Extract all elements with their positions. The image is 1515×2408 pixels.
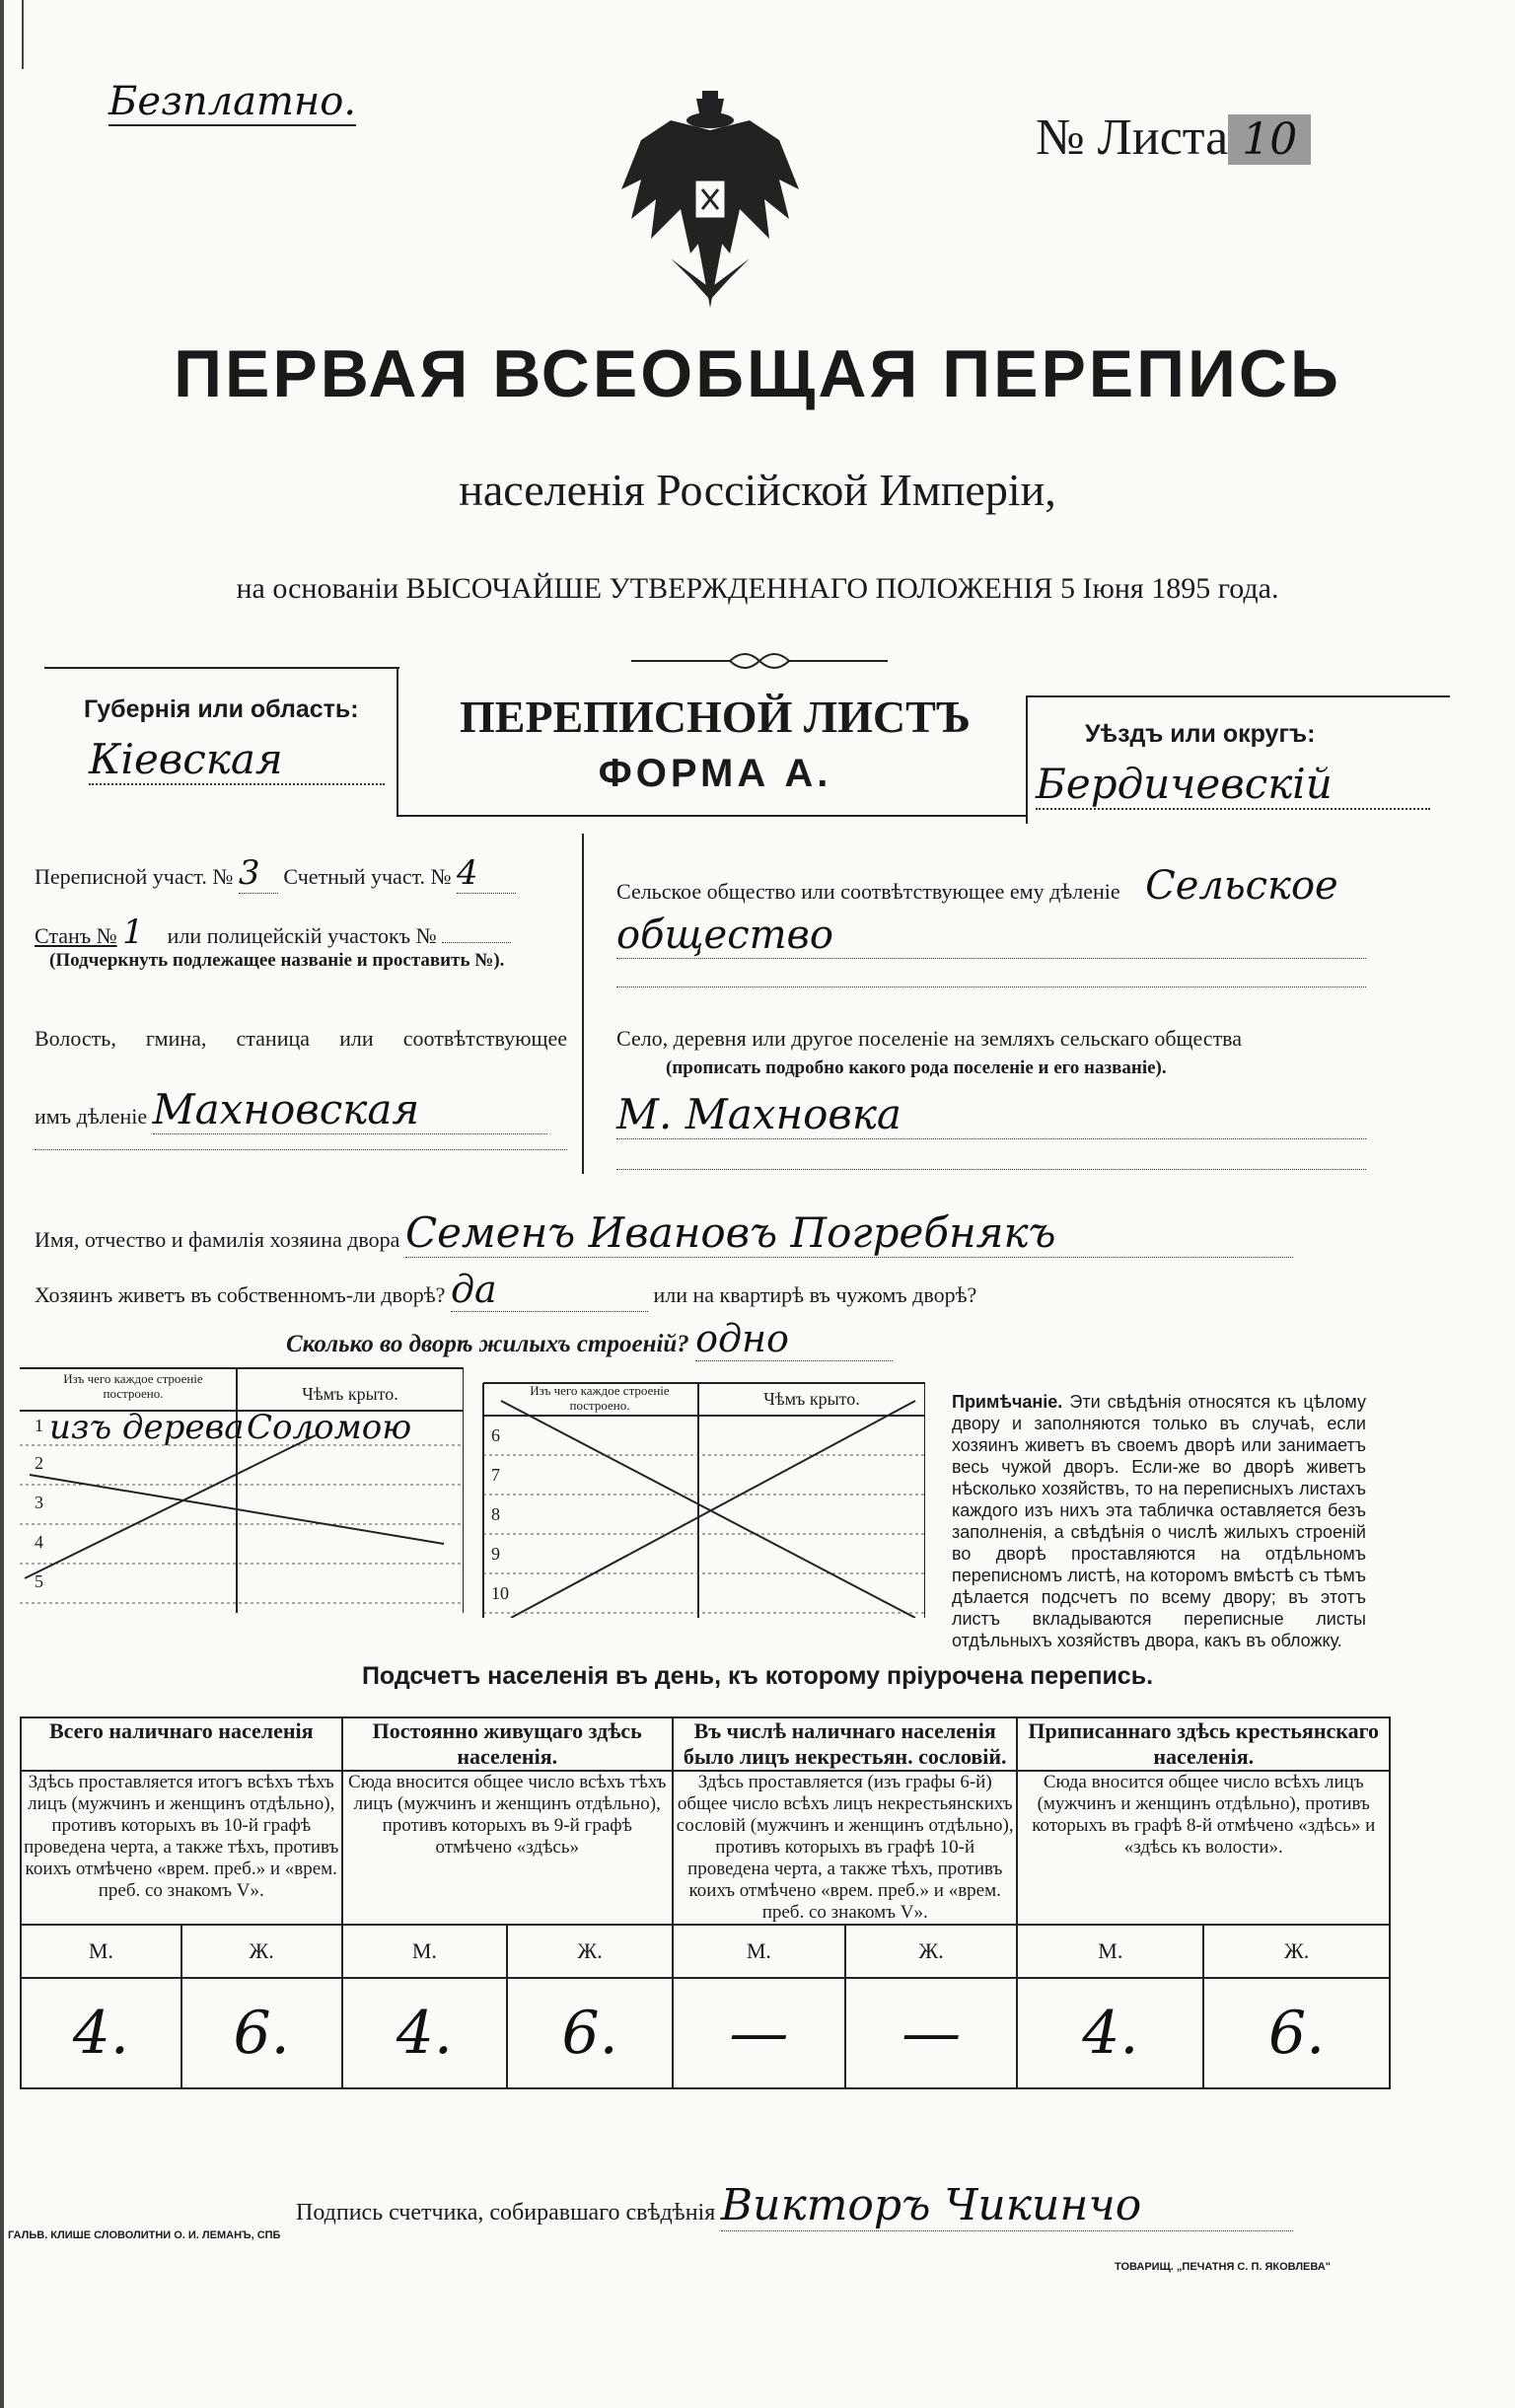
printer-right: ТОВАРИЩ. „ПЕЧАТНЯ С. П. ЯКОВЛЕВА" [1115, 2261, 1331, 2273]
frame-left [397, 667, 398, 815]
village-label: Село, деревня или другое поселеніе на земляхъ сельскаго общества [616, 1026, 1243, 1051]
census-section-value: 3 [239, 853, 278, 894]
col1-male-head: М. [21, 1925, 181, 1978]
buildings-table-right [481, 1381, 925, 1618]
society-label: Сельское общество или соотвѣтствующее ему дѣленіе [616, 879, 1120, 904]
left-col-roof-head: Чѣмъ крыто. [302, 1384, 398, 1404]
col3-desc: Здѣсь проставляется (изъ графы 6-й) общее число всѣхъ лицъ некрестьянскихъ сословій (мужчинъ и женщинъ отдѣльно), противъ которыхъ въ графѣ 10-й проведена черта, а также тѣхъ, противъ коихъ отмѣчено «врем. преб.» и «врем. преб. со знакомъ V». [673, 1771, 1018, 1925]
population-title: Подсчетъ населенія въ день, къ которому пріурочена перепись. [361, 1662, 1154, 1690]
col1-desc: Здѣсь проставляется итогъ всѣхъ тѣхъ лицъ (мужчинъ и женщинъ отдѣльно), противъ которыхъ въ 10-й графѣ проведена черта, а также тѣхъ, противъ коихъ отмѣчено «врем. преб.» и «врем. преб. со знакомъ V». [21, 1771, 342, 1925]
society-row [616, 863, 1366, 909]
stan-row [35, 912, 567, 952]
frame-right [1026, 695, 1028, 824]
village-value: М. Махновка [616, 1090, 1366, 1139]
buildings-value: одно [695, 1317, 893, 1361]
stan-value: 1 [122, 912, 144, 952]
form-name: ПЕРЕПИСНОЙ ЛИСТЪ [459, 692, 972, 742]
col2-female-head: Ж. [507, 1925, 673, 1978]
row-num-10: 10 [491, 1583, 509, 1603]
col4-female-head: Ж. [1203, 1925, 1390, 1978]
row-num-6: 6 [491, 1425, 500, 1445]
village-extra-line [616, 1169, 1366, 1170]
col3-head: Въ числѣ наличнаго населенія было лицъ некрестьян. сословій. [673, 1717, 1018, 1771]
col2-male-head: М. [342, 1925, 508, 1978]
binding-edge-2 [22, 0, 24, 69]
count-section-value: 4 [457, 853, 516, 894]
owner-name-label: Имя, отчество и фамилія хозяина двора [35, 1227, 400, 1252]
double-headed-eagle-icon [612, 81, 809, 318]
note-block [952, 1391, 1366, 1651]
gubernia-label: Губернія или область: [84, 695, 359, 723]
count-section-label: Счетный участ. № [283, 864, 452, 889]
volost-label-1: Волость, гмина, станица или соотвѣтствующее [35, 1026, 567, 1051]
uezd-label: Уѣздъ или округъ: [1085, 720, 1316, 748]
sheet-value: 10 [1228, 114, 1311, 165]
gubernia-value: Кіевская [89, 735, 385, 785]
note-title: Примѣчаніе. [952, 1392, 1063, 1412]
census-section-row [35, 853, 567, 894]
society-extra-line [616, 986, 1366, 987]
signature-label: Подпись счетчика, собиравшаго свѣдѣнія [296, 2200, 716, 2226]
row-num-8: 8 [491, 1504, 500, 1524]
own-yard-value: да [451, 1268, 648, 1312]
form-type: ФОРМА А. [598, 752, 832, 795]
col1-female-head: Ж. [181, 1925, 342, 1978]
owner-name-row [35, 1208, 1376, 1258]
col4-head: Приписаннаго здѣсь крестьянскаго населенія. [1017, 1717, 1390, 1771]
own-yard-label: Хозяинъ живетъ въ собственномъ-ли дворѣ? [35, 1282, 446, 1307]
village-note: (прописать подробно какого рода поселеніе и его названіе). [666, 1058, 1167, 1078]
volost-extra-line [35, 1149, 567, 1150]
main-title: ПЕРВАЯ ВСЕОБЩАЯ ПЕРЕПИСЬ [174, 336, 1341, 411]
frame-bottom [397, 815, 1028, 817]
right-col-material-head: Изъ чего каждое строеніе построено. [530, 1383, 670, 1413]
col4-male-head: М. [1017, 1925, 1203, 1978]
signature-value: Викторъ Чикинчо [721, 2180, 1293, 2231]
column-divider [582, 834, 584, 1174]
col3-male-value: — [673, 1978, 845, 2088]
col1-female-value: 6. [181, 1978, 342, 2088]
society-value-1: Сельское [1145, 863, 1338, 909]
police-value-line [442, 942, 511, 943]
col2-male-value: 4. [342, 1978, 508, 2088]
signature-row [296, 2180, 1381, 2231]
row1-roof: Соломою [247, 1408, 412, 1447]
note-text: Эти свѣдѣнія относятся къ цѣлому двору и заполняются только въ случаѣ, если хозяинъ живетъ въ своемъ дворѣ или занимаетъ весь чужой дворъ. Если-же во дворѣ живетъ нѣсколько хозяйствъ, то на переписныхъ листахъ каждого изъ нихъ эта табличка оставляется безъ заполненія, а свѣдѣнія о числѣ жилыхъ строеній во дворѣ проставляются на отдѣльномъ переписномъ листѣ, на которомъ вмѣстѣ съ тѣмъ дѣлается подсчетъ по всему двору; въ этотъ листъ вкладываются переписные листы отдѣльныхъ хозяйствъ двора, какъ въ обложку. [952, 1392, 1366, 1650]
row-num-4: 4 [35, 1532, 43, 1552]
col2-head: Постоянно живущаго здѣсь населенія. [342, 1717, 673, 1771]
rented-label: или на квартирѣ въ чужомъ дворѣ? [653, 1282, 977, 1307]
census-section-label: Переписной участ. № [35, 864, 234, 889]
row-num-1: 1 [35, 1416, 43, 1435]
free-label: Безплатно. [108, 79, 357, 124]
col4-desc: Сюда вносится общее число всѣхъ лицъ (мужчинъ и женщинъ отдѣльно), противъ которыхъ въ графѣ 8-й отмѣчено «здѣсь» и «здѣсь къ волости». [1017, 1771, 1390, 1925]
volost-value: Махновская [153, 1085, 547, 1134]
stan-label: Станъ № [35, 923, 117, 948]
sheet-label: № Листа [1036, 109, 1229, 166]
row-num-3: 3 [35, 1493, 43, 1512]
frame-top-left [44, 667, 399, 669]
col1-male-value: 4. [21, 1978, 181, 2088]
society-value-2: общество [616, 912, 1366, 959]
row1-material: изъ дерева [49, 1408, 245, 1447]
col2-desc: Сюда вносится общее число всѣхъ тѣхъ лицъ (мужчинъ и женщинъ отдѣльно), противъ которыхъ въ 9-й графѣ отмѣчено «здѣсь» [342, 1771, 673, 1925]
owner-name-value: Семенъ Ивановъ Погребнякъ [405, 1208, 1293, 1258]
row-num-7: 7 [491, 1465, 500, 1485]
col2-female-value: 6. [507, 1978, 673, 2088]
subtitle: населенія Россійской Имперіи, [459, 465, 1056, 515]
sheet-number [1036, 109, 1311, 167]
col4-female-value: 6. [1203, 1978, 1390, 2088]
police-label: или полицейскій участокъ № [167, 923, 437, 948]
buildings-right-grid [481, 1381, 925, 1618]
col1-head: Всего наличнаго населенія [21, 1717, 342, 1771]
left-col-material-head: Изъ чего каждое строеніе построено. [63, 1371, 203, 1401]
col4-male-value: 4. [1017, 1978, 1203, 2088]
row-num-9: 9 [491, 1544, 500, 1564]
row-num-2: 2 [35, 1453, 43, 1473]
col3-female-head: Ж. [845, 1925, 1018, 1978]
buildings-row [286, 1317, 1174, 1361]
row-num-5: 5 [35, 1571, 43, 1591]
underline-note: (Подчеркнуть подлежащее названіе и проставить №). [49, 950, 505, 971]
col3-female-value: — [845, 1978, 1018, 2088]
basis-line: на основаніи ВЫСОЧАЙШЕ УТВЕРЖДЕННАГО ПОЛОЖЕНІЯ 5 Іюня 1895 года. [236, 572, 1279, 605]
population-table [20, 1716, 1391, 2089]
volost-label-2: имъ дѣленіе [35, 1104, 148, 1129]
own-yard-row [35, 1268, 1376, 1312]
ornament-divider [631, 646, 888, 676]
volost-row [35, 1085, 567, 1134]
col3-male-head: М. [673, 1925, 845, 1978]
right-col-roof-head: Чѣмъ крыто. [763, 1389, 860, 1409]
printer-left: ГАЛЬВ. КЛИШЕ СЛОВОЛИТНИ О. И. ЛЕМАНЪ, СПБ [8, 2229, 281, 2241]
uezd-value: Бердичевскій [1036, 760, 1430, 810]
buildings-label: Сколько во дворѣ жилыхъ строеній? [286, 1331, 689, 1357]
buildings-table-left [20, 1366, 464, 1613]
frame-top-right [1026, 695, 1450, 697]
